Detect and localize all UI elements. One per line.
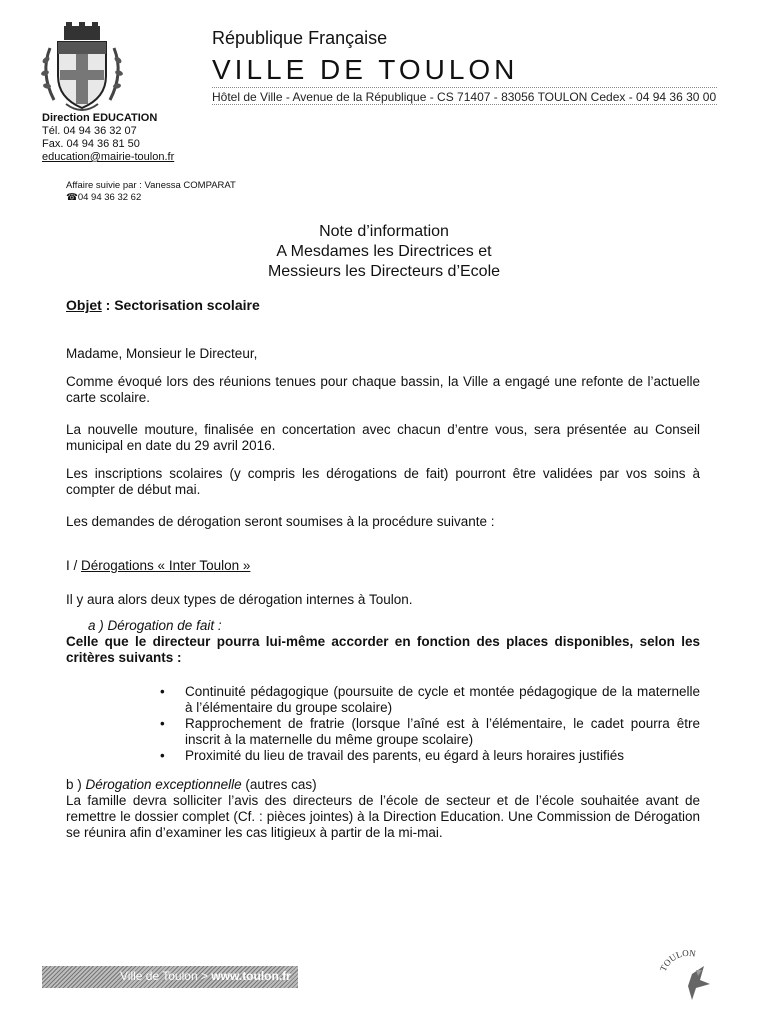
logo-text: TOULON xyxy=(657,947,697,973)
paragraph-3: Les inscriptions scolaires (y compris les dérogations de fait) pourront être validées par vos soins à compter de début mai. xyxy=(66,466,700,497)
direction-email[interactable]: education@mairie-toulon.fr xyxy=(42,151,175,163)
salutation: Madame, Monsieur le Directeur, xyxy=(66,346,258,361)
criterion-text: Rapprochement de fratrie (lorsque l’aîné est à l’élémentaire, le cadet pourra être inscrit à la maternelle du même groupe scolaire) xyxy=(185,716,700,747)
paragraph-4: Les demandes de dérogation seront soumises à la procédure suivante : xyxy=(66,514,495,529)
derogation-b-label xyxy=(66,777,700,793)
header-divider-top xyxy=(212,87,717,88)
direction-tel: Tél. 04 94 36 32 07 xyxy=(42,125,137,137)
direction-title: Direction EDUCATION xyxy=(42,112,158,124)
subject-line xyxy=(66,297,260,313)
case-handler: Affaire suivie par : Vanessa COMPARAT xyxy=(66,180,236,191)
list-item: • Continuité pédagogique (poursuite de cycle et montée pédagogique de la maternelle à l’élémentaire du groupe scolaire) xyxy=(160,684,700,715)
footer-website[interactable]: www.toulon.fr xyxy=(211,969,291,983)
criteria-list xyxy=(160,684,700,764)
city-hall-address: Hôtel de Ville - Avenue de la République - CS 71407 - 83056 TOULON Cedex - 04 94 36 30 00 xyxy=(212,90,717,104)
svg-text:TOULON xyxy=(658,948,697,973)
telephone-icon: ☎ xyxy=(66,192,78,203)
derogation-b-title: Dérogation exceptionnelle xyxy=(85,777,242,792)
section-heading xyxy=(66,558,700,574)
section-prefix: I / xyxy=(66,558,82,573)
criterion-text: Continuité pédagogique (poursuite de cycle et montée pédagogique de la maternelle à l’élémentaire du groupe scolaire) xyxy=(185,684,700,715)
subject-text: : Sectorisation scolaire xyxy=(101,297,260,313)
city-coat-of-arms-icon xyxy=(36,18,128,118)
toulon-city-logo-icon xyxy=(652,940,724,1012)
note-addressee-1: A Mesdames les Directrices et xyxy=(276,243,492,260)
section-title: Dérogations « Inter Toulon » xyxy=(81,558,251,573)
list-item: • Rapprochement de fratrie (lorsque l’aîné est à l’élémentaire, le cadet pourra être inscrit à la maternelle du même groupe scolaire) xyxy=(160,716,700,747)
case-handler-phone: 04 94 36 32 62 xyxy=(77,192,142,203)
footer-label: Ville de Toulon > xyxy=(120,969,212,983)
derogation-b-suffix: (autres cas) xyxy=(241,777,317,792)
paragraph-2: La nouvelle mouture, finalisée en concertation avec chacun d’entre vous, sera présentée au Conseil municipal en date du 29 avril 2016. xyxy=(66,422,700,453)
derogation-b-prefix: b ) xyxy=(66,777,86,792)
case-handler-block xyxy=(66,180,236,204)
direction-fax: Fax. 04 94 36 81 50 xyxy=(42,138,140,150)
republic-heading: République Française xyxy=(212,28,388,48)
paragraph-1: Comme évoqué lors des réunions tenues pour chaque bassin, la Ville a engagé une refonte de l’actuelle carte scolaire. xyxy=(66,374,700,405)
subject-label: Objet xyxy=(66,297,102,313)
note-title: Note d’information xyxy=(319,223,449,240)
direction-contact-block xyxy=(42,112,174,164)
note-addressee-2: Messieurs les Directeurs d’Ecole xyxy=(267,263,501,280)
derogation-a-label: a ) Dérogation de fait : xyxy=(88,618,222,633)
derogation-b-text: La famille devra solliciter l’avis des directeurs de l’école de secteur et de l’école souhaitée avant de remettre le dossier complet (Cf. : pièces jointes) à la Direction Education. Une Commission de Dérogation se réunira afin d’examiner les cas litigieux à partir de la mi-mai. xyxy=(66,793,700,840)
header-divider-bottom xyxy=(212,104,717,105)
note-heading xyxy=(0,222,768,282)
city-title: VILLE DE TOULON xyxy=(212,54,519,85)
list-item: • Proximité du lieu de travail des parents, eu égard à leurs horaires justifiés xyxy=(160,748,624,763)
criterion-text: Proximité du lieu de travail des parents, eu égard à leurs horaires justifiés xyxy=(185,748,624,763)
footer-link[interactable] xyxy=(120,969,291,983)
paragraph-5: Il y aura alors deux types de dérogation internes à Toulon. xyxy=(66,592,413,607)
derogation-a-text: Celle que le directeur pourra lui-même accorder en fonction des places disponibles, selon les critères suivants : xyxy=(66,634,700,665)
